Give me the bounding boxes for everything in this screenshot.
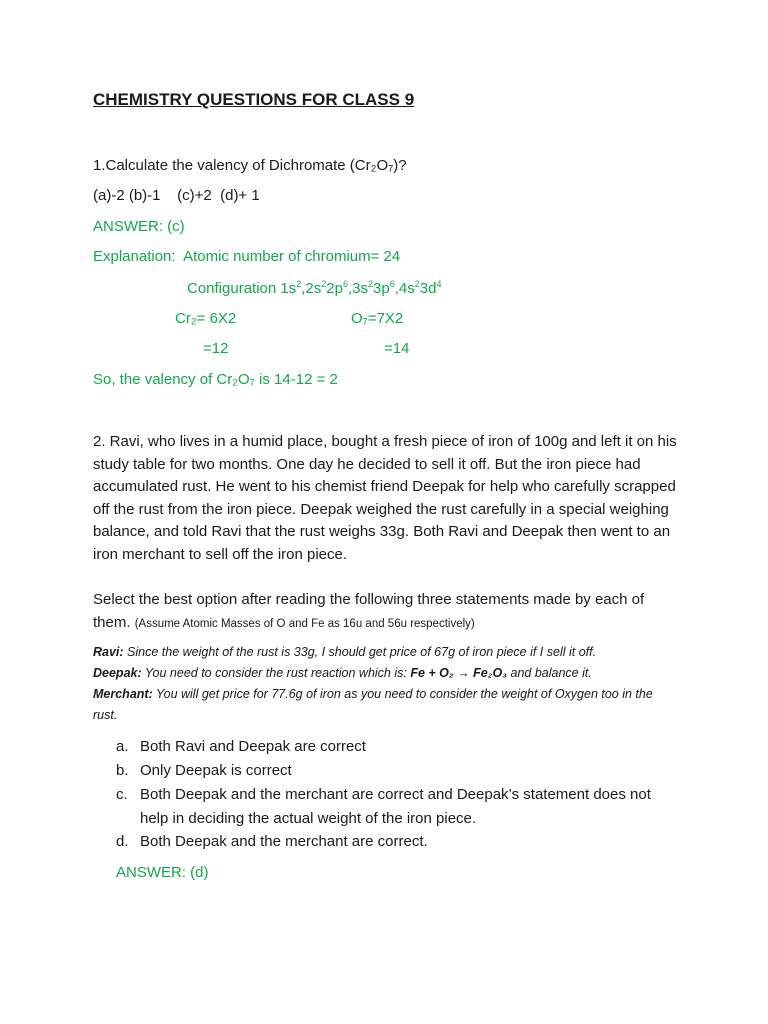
merchant-name: Merchant: [93, 687, 153, 701]
config-sup: 6 [342, 279, 348, 289]
deepak-text: You need to consider the rust reaction which is: [141, 666, 411, 680]
config-part: ,4s [394, 280, 415, 297]
page-title: CHEMISTRY QUESTIONS FOR CLASS 9 [93, 90, 415, 109]
q2-answer: ANSWER: (d) [116, 864, 209, 881]
option-item [116, 759, 656, 783]
option-text: Both Deepak and the merchant are correct and Deepak’s statement does not help in deciding the actual weight of the iron piece. [140, 786, 651, 827]
q2-paragraph: 2. Ravi, who lives in a humid place, bought a fresh piece of iron of 100g and left it on his study table for two months. One day he decided to sell it off. But the iron piece had accumulated rust. He went to his chemist friend Deepak for help who carefully scrapped off the rust from the iron piece. Deepak weighed the rust carefully in a special weighing balance, and told Ravi that the rust weighs 33g. Both Ravi and Deepak then went to an iron merchant to sell off the iron piece. [93, 433, 677, 563]
deepak-tail: and balance it. [507, 666, 592, 680]
merchant-text: You will get price for 77.6g of iron as you need to consider the weight of Oxygen too in the rust. [93, 687, 653, 722]
q2-select-instruction [93, 589, 678, 635]
q1-cr-value: =12 [203, 340, 229, 357]
q2-assume-note: (Assume Atomic Masses of O and Fe as 16u and 56u respectively) [134, 617, 475, 630]
option-label: a. [116, 738, 129, 755]
rust-reaction: Fe + O₂ → Fe₂O₃ [410, 666, 508, 680]
config-prefix: Configuration 1s [187, 280, 297, 297]
config-part: ,2s [301, 280, 322, 297]
option-item [116, 783, 656, 830]
q1-question: 1.Calculate the valency of Dichromate (Cr₂O₇)? [93, 157, 407, 174]
ravi-text: Since the weight of the rust is 33g, I should get price of 67g of iron piece if I sell it off. [123, 645, 597, 659]
ravi-statement [93, 642, 678, 663]
option-item [116, 735, 656, 759]
config-part: 3d [419, 280, 437, 297]
q2-select-text: Select the best option after reading the following three statements made by each of them. [93, 591, 645, 631]
config-sup: 2 [414, 279, 420, 289]
config-sup: 2 [368, 279, 374, 289]
config-sup: 4 [436, 279, 442, 289]
merchant-statement [93, 684, 678, 726]
q1-configuration [187, 279, 441, 297]
q1-answer: ANSWER: (c) [93, 218, 185, 235]
option-label: c. [116, 786, 128, 803]
config-sup: 2 [321, 279, 327, 289]
option-label: d. [116, 833, 129, 850]
q1-conclusion: So, the valency of Cr₂O₇ is 14-12 = 2 [93, 371, 338, 388]
config-part: ,3s [347, 280, 368, 297]
deepak-name: Deepak: [93, 666, 142, 680]
option-item [116, 830, 656, 854]
q1-o-label: O₇=7X2 [351, 310, 404, 327]
deepak-statement [93, 663, 678, 684]
config-sup: 2 [296, 279, 302, 289]
q1-o-value: =14 [384, 340, 410, 357]
config-part: 3p [373, 280, 390, 297]
q1-options: (a)-2 (b)-1 (c)+2 (d)+ 1 [93, 187, 260, 204]
q1-cr-label: Cr₂= 6X2 [175, 310, 237, 327]
option-text: Both Deepak and the merchant are correct. [140, 833, 428, 850]
q1-explanation: Explanation: Atomic number of chromium= 24 [93, 248, 401, 265]
option-text: Both Ravi and Deepak are correct [140, 738, 366, 755]
ravi-name: Ravi: [93, 645, 124, 659]
config-sup: 6 [389, 279, 395, 289]
option-text: Only Deepak is correct [140, 762, 292, 779]
config-part: 2p [326, 280, 343, 297]
option-label: b. [116, 762, 129, 779]
